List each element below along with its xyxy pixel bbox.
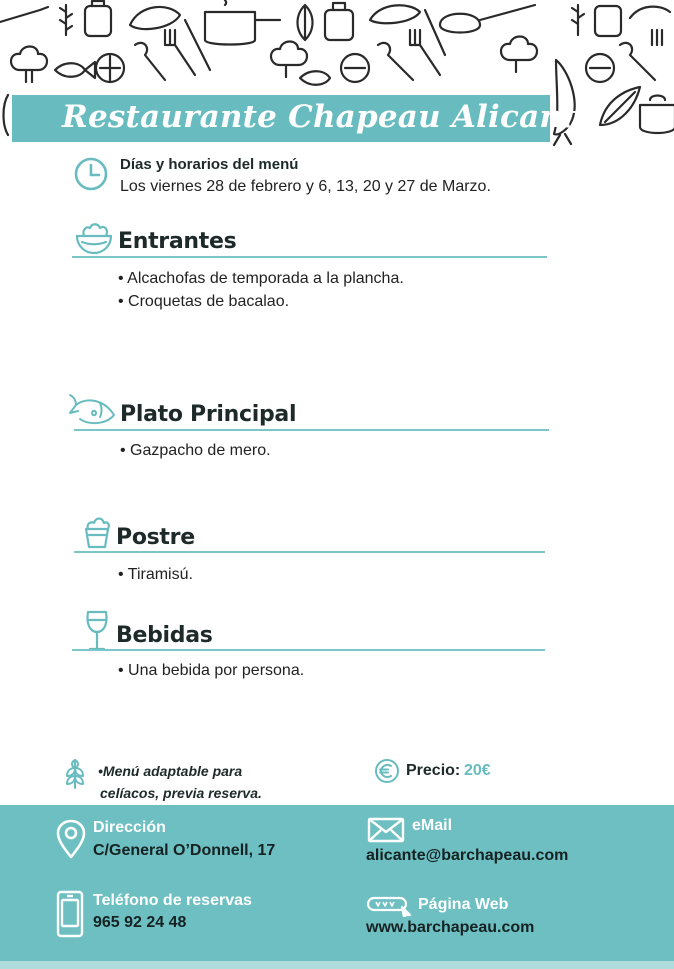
wine-glass-icon — [85, 610, 109, 652]
fish-icon — [55, 62, 95, 78]
section-divider — [74, 429, 549, 431]
list-item: • Croquetas de bacalao. — [118, 293, 290, 310]
dessert-cup-icon — [82, 515, 112, 551]
section-title-bebidas: Bebidas — [116, 623, 213, 648]
bottle-icon — [325, 10, 353, 40]
list-item: • Tiramisú. — [118, 566, 193, 583]
jar-icon-2 — [595, 6, 621, 36]
fork-icon-2 — [410, 30, 440, 75]
broccoli-icon-3 — [501, 37, 537, 73]
knife-icon — [185, 20, 210, 70]
bread-icon — [130, 7, 180, 29]
broccoli-icon — [11, 47, 47, 83]
pot-icon-2 — [640, 96, 674, 134]
clock-icon — [73, 156, 109, 192]
pot-icon — [205, 12, 280, 45]
page-title: Restaurante Chapeau Alicante — [62, 99, 597, 135]
price-value: 20€ — [464, 762, 491, 779]
phone-value[interactable]: 965 92 24 48 — [93, 914, 187, 931]
leaf-icon-2 — [600, 87, 640, 125]
herb-icon-2 — [572, 5, 584, 35]
fork-icon-3 — [652, 30, 662, 45]
fork-icon — [165, 30, 195, 75]
knife-icon-2 — [425, 10, 445, 55]
list-item: • Una bebida por persona. — [118, 662, 305, 679]
fish-icon — [68, 391, 118, 427]
leaf-icon — [298, 5, 313, 40]
section-title-plato-principal: Plato Principal — [120, 402, 297, 427]
location-pin-icon — [55, 818, 87, 860]
email-label: eMail — [412, 817, 453, 834]
section-divider — [74, 551, 545, 553]
spoon-icon-3 — [620, 43, 655, 80]
web-label: Página Web — [418, 896, 509, 913]
pan-icon — [0, 7, 48, 22]
web-value[interactable]: www.barchapeau.com — [366, 919, 535, 936]
section-divider — [72, 649, 545, 651]
celiac-note-line-2: celíacos, previa reserva. — [100, 785, 262, 801]
schedule-text: Los viernes 28 de febrero y 6, 13, 20 y 27 de Marzo. — [120, 178, 491, 195]
list-item: • Alcachofas de temporada a la plancha. — [118, 270, 404, 287]
jar-icon — [85, 6, 111, 36]
footer-divider — [0, 961, 674, 969]
envelope-icon — [367, 817, 405, 843]
pan-icon-2 — [440, 5, 535, 33]
price-label: Precio: — [406, 762, 461, 779]
list-item: • Gazpacho de mero. — [120, 442, 271, 459]
section-title-postre: Postre — [116, 525, 195, 550]
euro-icon — [374, 758, 400, 784]
herb-icon — [60, 5, 72, 35]
section-title-entrantes: Entrantes — [118, 229, 237, 254]
salad-bowl-icon — [74, 220, 114, 256]
section-divider — [72, 256, 547, 258]
phone-icon — [55, 890, 85, 938]
spoon-icon — [135, 43, 165, 80]
email-value[interactable]: alicante@barchapeau.com — [366, 847, 569, 864]
address-value: C/General O’Donnell, 17 — [93, 842, 276, 859]
wheat-icon — [64, 756, 86, 790]
celiac-note-line-1: •Menú adaptable para — [98, 763, 243, 779]
bread-icon-2 — [370, 5, 420, 23]
broccoli-icon-2 — [271, 42, 307, 78]
celiac-note — [98, 760, 298, 804]
schedule-title: Días y horarios del menú — [120, 156, 299, 173]
spoon-icon-2 — [378, 43, 413, 80]
fish-icon-2 — [300, 71, 330, 85]
phone-label: Teléfono de reservas — [93, 892, 252, 909]
address-label: Dirección — [93, 819, 166, 836]
web-icon — [366, 895, 412, 917]
